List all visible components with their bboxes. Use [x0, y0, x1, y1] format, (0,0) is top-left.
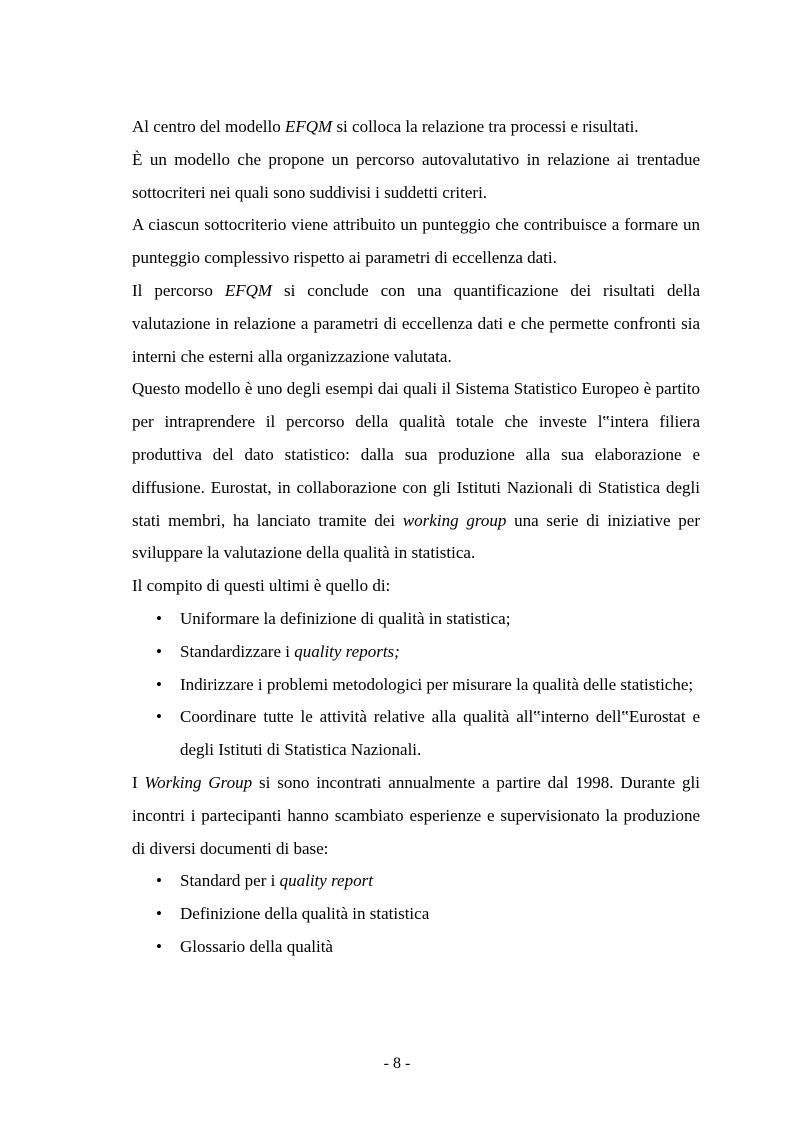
bullet-list-documenti — [132, 865, 700, 963]
list-item-text: Glossario della qualità — [180, 936, 333, 956]
list-item — [132, 898, 700, 931]
list-item — [132, 701, 700, 767]
list-item-text: Coordinare tutte le attività relative alla qualità all‟interno dell‟Eurostat e degli Istituti di Statistica Nazionali. — [180, 707, 700, 760]
list-item-text: Standardizzare i — [180, 641, 295, 661]
text-span: si sono incontrati annualmente a partire dal 1998. Durante gli incontri i partecipanti hanno scambiato esperienze e supervisionato la produzione di diversi documenti di base: — [132, 772, 700, 858]
text-span: Il percorso — [132, 280, 225, 300]
body-text — [132, 111, 700, 964]
paragraph-working-group — [132, 767, 700, 865]
emphasis: quality reports; — [294, 641, 400, 661]
text-span: Al centro del modello — [132, 117, 285, 136]
list-item — [132, 636, 700, 669]
text-span: si colloca la relazione tra processi e risultati. — [332, 117, 639, 136]
bullet-icon: • — [156, 608, 162, 628]
list-item-text: Definizione della qualità in statistica — [180, 904, 430, 924]
list-item-text: Uniformare la definizione di qualità in statistica; — [180, 608, 511, 628]
emphasis: Working Group — [144, 772, 253, 792]
paragraph-autovalutativo: È un modello che propone un percorso autovalutativo in relazione ai trentadue sottocriteri nei quali sono suddivisi i suddetti criteri. — [132, 149, 700, 202]
emphasis: EFQM — [224, 280, 273, 300]
bullet-list-compiti — [132, 603, 700, 767]
bullet-icon: • — [156, 707, 162, 727]
paragraph-punteggio: A ciascun sottocriterio viene attribuito un punteggio che contribuisce a formare un punteggio complessivo rispetto ai parametri di eccellenza dati. — [132, 215, 700, 268]
paragraph-sistema-statistico — [132, 373, 700, 570]
emphasis: EFQM — [284, 117, 333, 136]
emphasis: quality report — [279, 871, 373, 891]
text-span: una serie di iniziative per sviluppare la valutazione della qualità in statistica. — [132, 510, 700, 563]
paragraph-compito: Il compito di questi ultimi è quello di: — [132, 576, 391, 596]
list-item-text: Indirizzare i problemi metodologici per misurare la qualità delle statistiche; — [180, 674, 694, 694]
list-item — [132, 669, 700, 702]
list-item — [132, 865, 700, 898]
list-item — [132, 603, 700, 636]
bullet-icon: • — [156, 904, 162, 924]
bullet-icon: • — [156, 936, 162, 956]
bullet-icon: • — [156, 674, 162, 694]
emphasis: working group — [402, 510, 507, 530]
bullet-icon: • — [156, 871, 162, 891]
page-number: - 8 - — [383, 1055, 411, 1072]
text-span: si conclude con una quantificazione dei risultati della valutazione in relazione a parametri di eccellenza dati e che permette confronti sia interni che esterni alla organizzazione valutata. — [132, 280, 700, 366]
list-item-text: Standard per i — [180, 871, 280, 891]
text-span: I — [132, 772, 145, 792]
paragraph-efqm-percorso — [132, 275, 700, 373]
list-item — [132, 931, 700, 964]
text-span: Questo modello è uno degli esempi dai quali il Sistema Statistico Europeo è partito per intraprendere il percorso della qualità totale che investe l‟intera filiera produttiva del dato statistico: dalla sua produzione alla sua elaborazione e diffusione. Eurostat, in collaborazione con gli Istituti Nazionali di Statistica degli stati membri, ha lanciato tramite dei — [132, 379, 700, 530]
bullet-icon: • — [156, 641, 162, 661]
paragraph-efqm-center — [132, 111, 700, 144]
